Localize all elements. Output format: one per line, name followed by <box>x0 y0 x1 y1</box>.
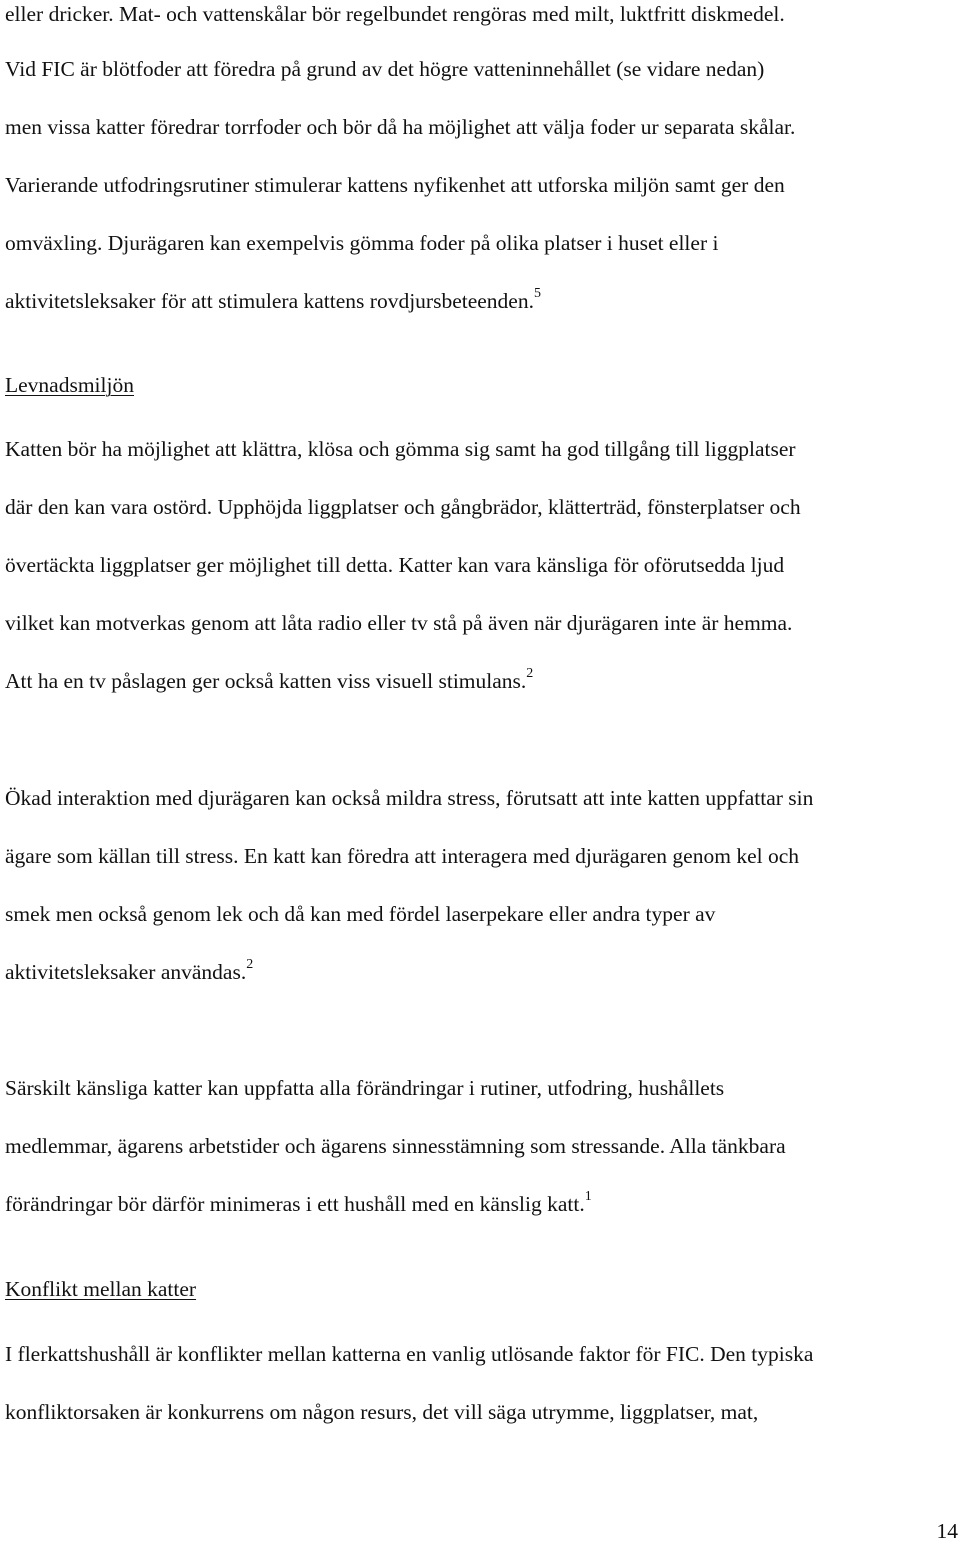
reference-marker: 1 <box>584 1188 592 1204</box>
text-line-content: Att ha en tv påslagen ger också katten viss visuell stimulans. <box>5 669 527 693</box>
text-line <box>5 958 253 986</box>
text-line: Varierande utfodringsrutiner stimulerar kattens nyfikenhet att utforska miljön samt ger den <box>5 173 785 197</box>
text-line <box>5 1190 592 1218</box>
text-line: konfliktorsaken är konkurrens om någon resurs, det vill säga utrymme, liggplatser, mat, <box>5 1400 759 1424</box>
section-heading-levnadsmiljon: Levnadsmiljön <box>5 373 134 397</box>
text-line: Ökad interaktion med djurägaren kan också mildra stress, förutsatt att inte katten uppfattar sin <box>5 786 814 810</box>
reference-marker: 2 <box>246 956 254 972</box>
text-line-content: förändringar bör därför minimeras i ett hushåll med en känslig katt. <box>5 1192 585 1216</box>
text-line <box>5 667 533 695</box>
text-line: där den kan vara ostörd. Upphöjda liggplatser och gångbrädor, klätterträd, fönsterplatser och <box>5 495 801 519</box>
text-line: men vissa katter föredrar torrfoder och bör då ha möjlighet att välja foder ur separata skålar. <box>5 115 796 139</box>
text-line: smek men också genom lek och då kan med fördel laserpekare eller andra typer av <box>5 902 716 926</box>
text-line: eller dricker. Mat- och vattenskålar bör regelbundet rengöras med milt, luktfritt diskmedel. <box>5 2 785 26</box>
text-line: I flerkattshushåll är konflikter mellan katterna en vanlig utlösande faktor för FIC. Den typiska <box>5 1342 814 1366</box>
text-line: Katten bör ha möjlighet att klättra, klösa och gömma sig samt ha god tillgång till liggplatser <box>5 437 796 461</box>
text-line-content: aktivitetsleksaker användas. <box>5 960 247 984</box>
text-line: ägare som källan till stress. En katt kan föredra att interagera med djurägaren genom kel och <box>5 844 799 868</box>
text-line: medlemmar, ägarens arbetstider och ägarens sinnesstämning som stressande. Alla tänkbara <box>5 1134 786 1158</box>
text-line: Särskilt känsliga katter kan uppfatta alla förändringar i rutiner, utfodring, hushållets <box>5 1076 725 1100</box>
text-line <box>5 287 541 315</box>
reference-marker: 5 <box>533 285 541 301</box>
text-line: övertäckta liggplatser ger möjlighet till detta. Katter kan vara känsliga för oförutsedda ljud <box>5 553 785 577</box>
text-line: Vid FIC är blötfoder att föredra på grund av det högre vatteninnehållet (se vidare nedan) <box>5 57 765 81</box>
reference-marker: 2 <box>526 665 534 681</box>
text-line: vilket kan motverkas genom att låta radio eller tv stå på även när djurägaren inte är hemma. <box>5 611 793 635</box>
text-line-content: aktivitetsleksaker för att stimulera kattens rovdjursbeteenden. <box>5 289 534 313</box>
section-heading-konflikt-mellan-katter: Konflikt mellan katter <box>5 1277 197 1301</box>
page-number: 14 <box>936 1519 958 1543</box>
text-line: omväxling. Djurägaren kan exempelvis gömma foder på olika platser i huset eller i <box>5 231 719 255</box>
